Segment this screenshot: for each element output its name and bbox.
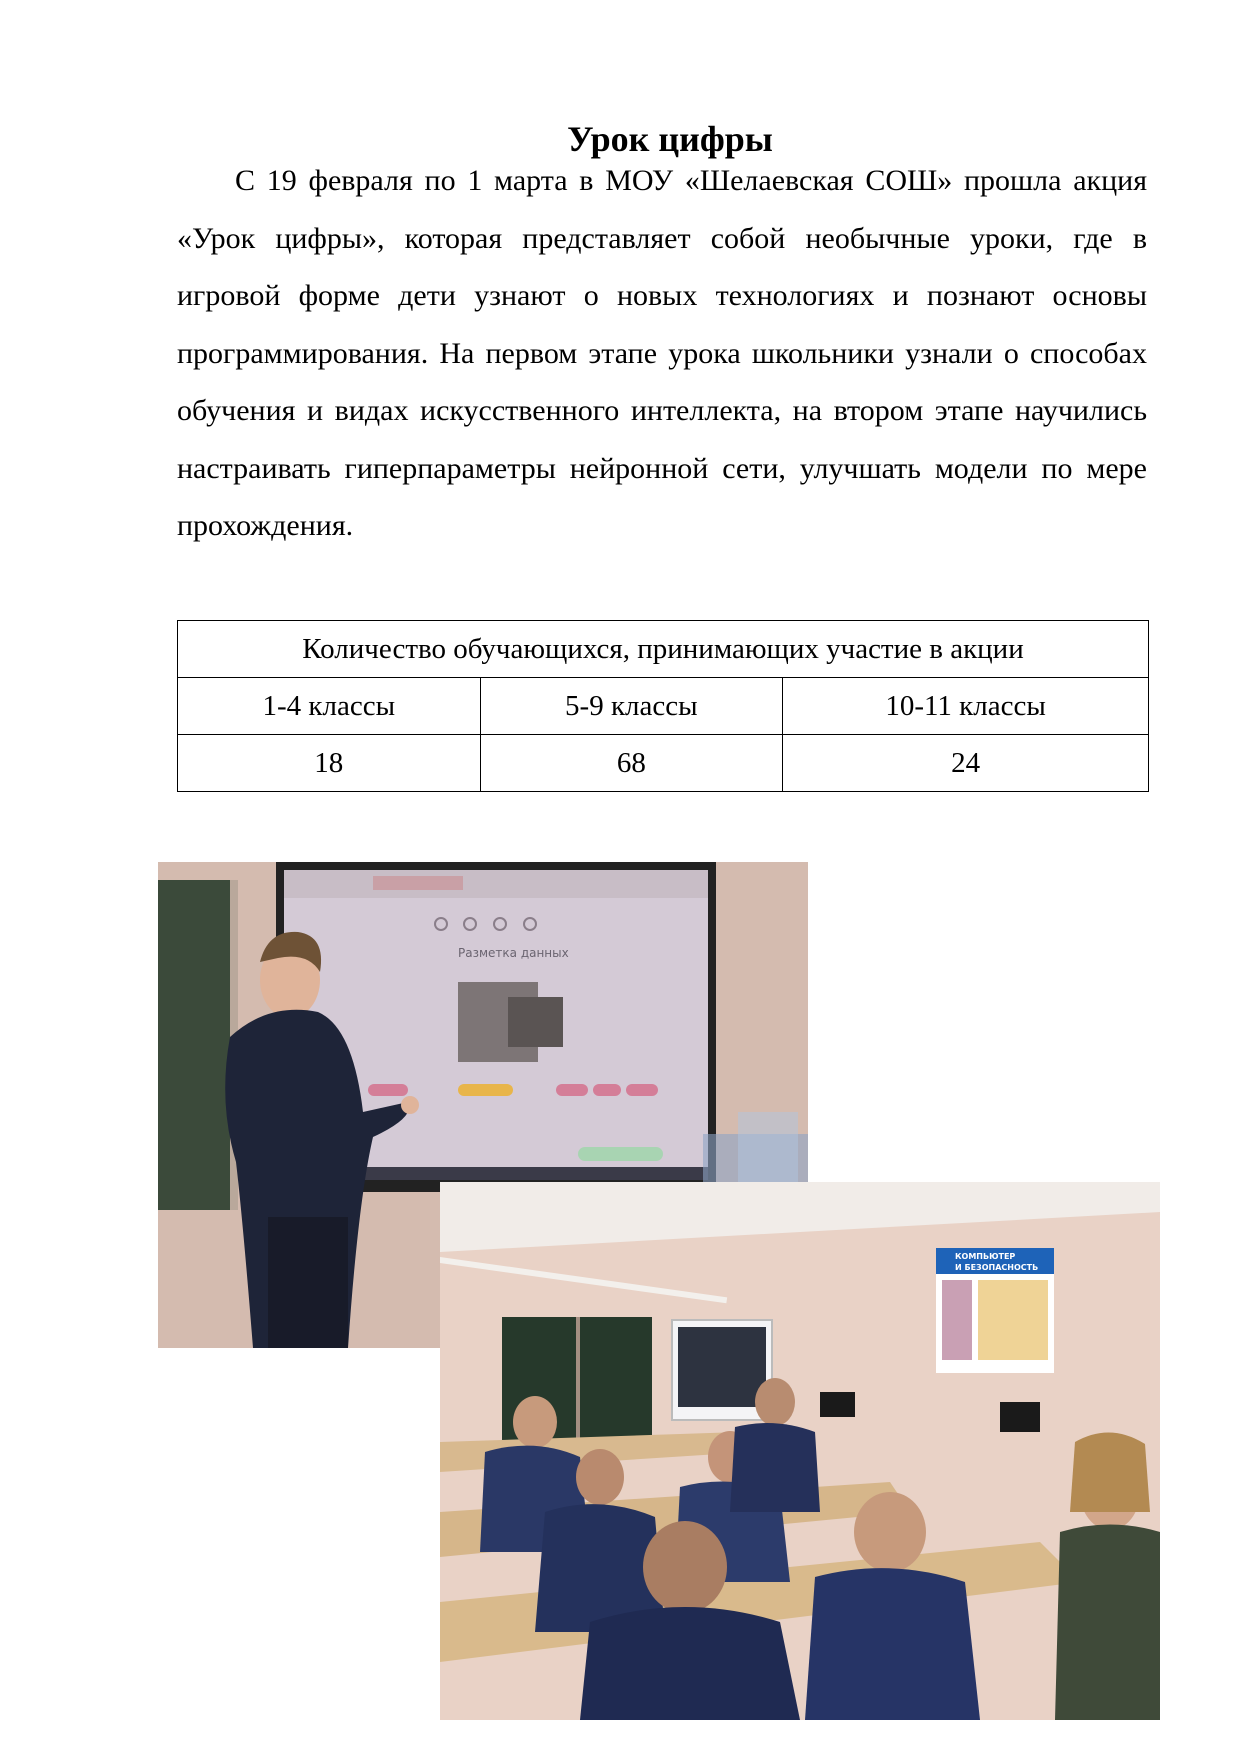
- poster-title-line1: КОМПЬЮТЕР: [955, 1252, 1016, 1261]
- table-values-row: [178, 735, 1149, 792]
- column-grades-10-11: 10-11 классы: [783, 678, 1149, 735]
- table-header-row: [178, 621, 1149, 678]
- participants-table: [177, 620, 1149, 792]
- column-grades-1-4: 1-4 классы: [178, 678, 481, 735]
- paragraph-text: С 19 февраля по 1 марта в МОУ «Шелаевская СОШ» прошла акция «Урок цифры», которая представляет собой необычные уроки, где в игровой форме дети узнают о новых технологиях и познают основы программирования. На первом этапе урока школьники узнали о способах обучения и видах искусственного интеллекта, на втором этапе научились настраивать гиперпараметры нейронной сети, улучшать модели по мере прохождения.: [177, 164, 1147, 542]
- page-title: Урок цифры: [567, 119, 773, 159]
- table-columns-row: [178, 678, 1149, 735]
- table-header-cell: Количество обучающихся, принимающих участие в акции: [178, 621, 1149, 678]
- photo-classroom: [440, 1182, 1160, 1720]
- screen-heading: Разметка данных: [458, 946, 569, 960]
- value-grades-1-4: 18: [178, 735, 481, 792]
- value-grades-10-11: 24: [783, 735, 1149, 792]
- value-grades-5-9: 68: [480, 735, 783, 792]
- column-grades-5-9: 5-9 классы: [480, 678, 783, 735]
- poster-title-line2: И БЕЗОПАСНОСТЬ: [955, 1263, 1039, 1272]
- body-paragraph: [177, 152, 1147, 555]
